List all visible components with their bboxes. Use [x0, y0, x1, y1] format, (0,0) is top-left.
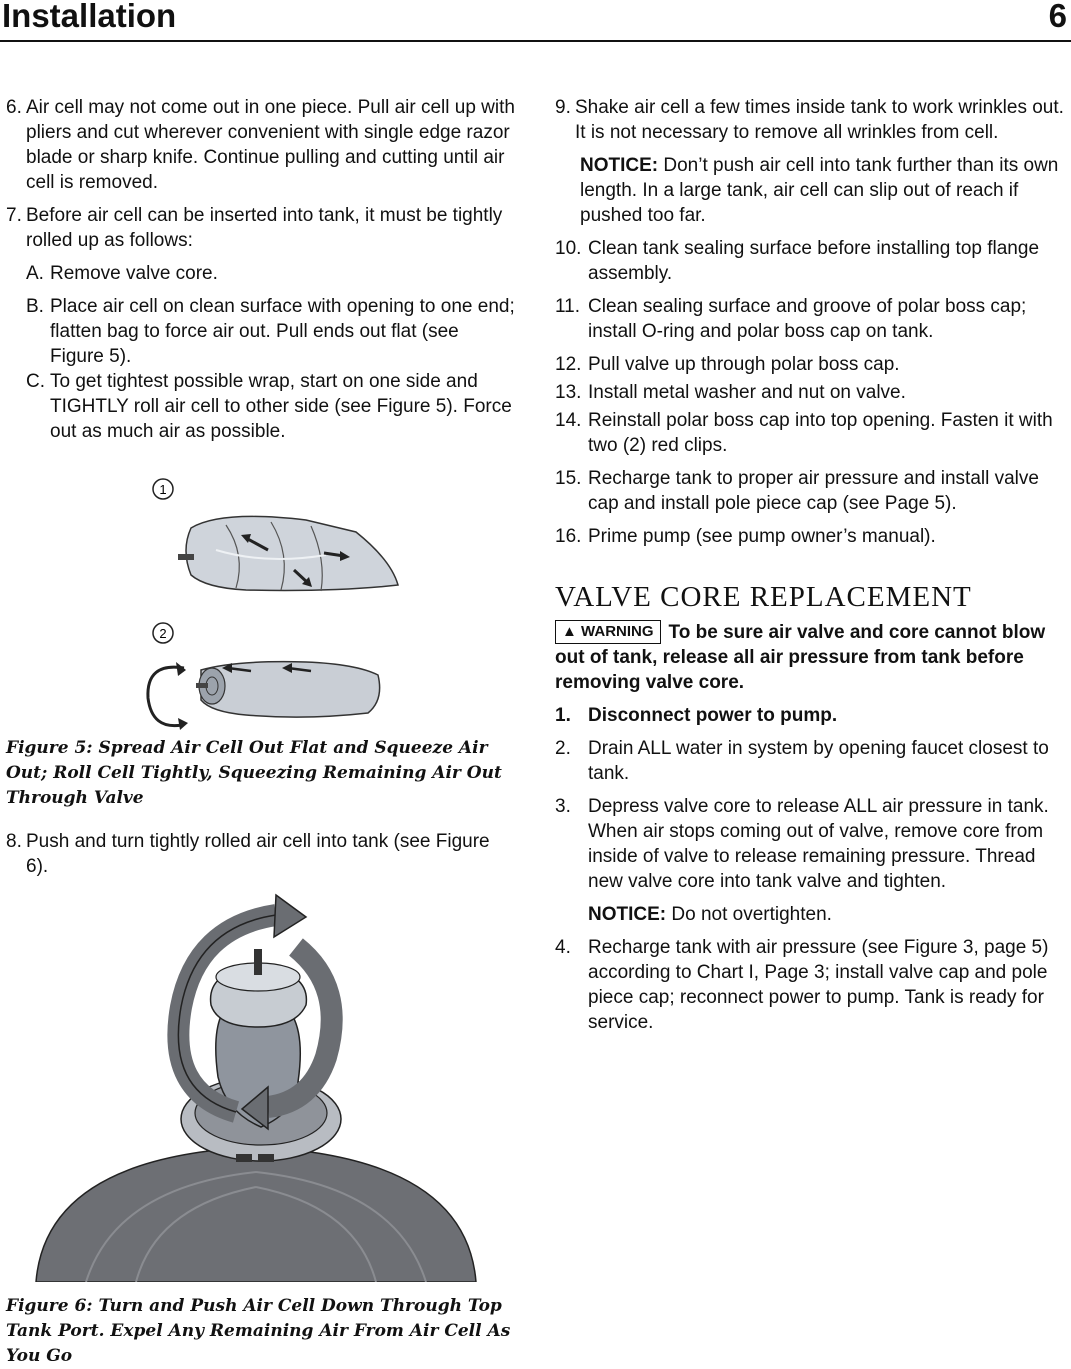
figure-6-caption: Figure 6: Turn and Push Air Cell Down Through Top Tank Port. Expel Any Remaining Air From Air Cell As You Go	[6, 1296, 511, 1366]
step-text: Depress valve core to release ALL air pressure in tank. When air stops coming out of valve, remove core from inside of valve to release remaining pressure. Thread new valve core into tank valve and tighten.	[588, 796, 1049, 892]
item-number: 12.	[555, 354, 582, 375]
step-number: 4.	[555, 937, 571, 958]
sub-item	[6, 369, 516, 444]
sub-item-letter: B.	[26, 296, 44, 317]
list-item	[555, 794, 1067, 894]
item-text: Shake air cell a few times inside tank to work wrinkles out. It is not necessary to remove all wrinkles from cell.	[575, 97, 1064, 143]
sub-item	[6, 261, 516, 286]
section-title: VALVE CORE REPLACEMENT	[555, 581, 972, 613]
item-number: 13.	[555, 382, 582, 403]
list-item	[555, 736, 1067, 786]
warning-label: WARNING	[581, 623, 654, 640]
warning-text: To be sure air valve and core cannot blow out of tank, release all air pressure from tank before removing valve core.	[555, 622, 1046, 693]
svg-text:1: 1	[159, 482, 167, 497]
sub-item-text: Place air cell on clean surface with opening to one end; flatten bag to force air out. Pull ends out flat (see Figure 5).	[50, 296, 515, 367]
list-item	[6, 95, 516, 195]
list-item	[6, 829, 516, 879]
warning-triangle-icon: ▲	[562, 623, 577, 640]
item-text: Clean tank sealing surface before installing top flange assembly.	[588, 238, 1040, 284]
list-item	[555, 236, 1067, 286]
sub-item	[6, 294, 516, 369]
figure-5-caption: Figure 5: Spread Air Cell Out Flat and Squeeze Air Out; Roll Cell Tightly, Squeezing Remaining Air Out Through Valve	[6, 738, 502, 808]
step-number: 3.	[555, 796, 571, 817]
warning-paragraph	[555, 620, 1067, 695]
item-number: 8.	[6, 831, 22, 852]
step-text: Disconnect power to pump.	[588, 705, 838, 726]
left-column	[6, 95, 516, 1369]
item-number: 11.	[555, 296, 581, 317]
notice-paragraph	[555, 153, 1067, 228]
page-title: Installation	[2, 0, 177, 34]
figure-5-marker-2	[153, 623, 173, 643]
rolled-air-cell-drawing	[148, 662, 380, 730]
list-item	[555, 95, 1067, 145]
sub-item-text: Remove valve core.	[50, 263, 218, 284]
item-number: 9.	[555, 97, 571, 118]
figure-5-marker-1	[153, 479, 173, 499]
step-number: 2.	[555, 738, 571, 759]
list-item	[555, 408, 1067, 458]
figure-6-illustration	[6, 887, 516, 1282]
notice-paragraph	[555, 902, 1067, 927]
item-text: Air cell may not come out in one piece. Pull air cell up with pliers and cut wherever convenient with single edge razor blade or sharp knife. Continue pulling and cutting until air cell is removed.	[26, 97, 515, 193]
item-number: 7.	[6, 205, 22, 226]
item-number: 16.	[555, 526, 582, 547]
list-item	[555, 935, 1067, 1035]
sub-item-letter: A.	[26, 263, 44, 284]
list-item	[555, 294, 1067, 344]
item-text: Before air cell can be inserted into tank, it must be tightly rolled up as follows:	[26, 205, 503, 251]
item-number: 14.	[555, 410, 582, 431]
page-number: 6	[1048, 0, 1067, 34]
notice-label: NOTICE:	[580, 155, 659, 176]
sub-item-text: To get tightest possible wrap, start on one side and TIGHTLY roll air cell to other side (see Figure 5). Force out as much air as possible.	[50, 371, 512, 442]
page-header	[0, 0, 1071, 42]
right-column	[555, 95, 1067, 1043]
step-text: Drain ALL water in system by opening faucet closest to tank.	[588, 738, 1049, 784]
list-item	[555, 352, 1067, 377]
notice-text: Don’t push air cell into tank further than its own length. In a large tank, air cell can slip out of reach if pushed too far.	[580, 155, 1059, 226]
figure-5-illustration	[6, 450, 516, 740]
item-text: Install metal washer and nut on valve.	[588, 382, 906, 403]
list-item	[555, 703, 1067, 728]
item-number: 6.	[6, 97, 22, 118]
svg-text:2: 2	[159, 626, 167, 641]
flat-air-cell-drawing	[178, 516, 398, 591]
list-item	[555, 466, 1067, 516]
item-text: Push and turn tightly rolled air cell into tank (see Figure 6).	[26, 831, 490, 877]
item-text: Pull valve up through polar boss cap.	[588, 354, 900, 375]
item-text: Prime pump (see pump owner’s manual).	[588, 526, 936, 547]
notice-text: Do not overtighten.	[666, 904, 832, 925]
step-text: Recharge tank with air pressure (see Figure 3, page 5) according to Chart I, Page 3; install valve cap and pole piece cap; reconnect power to pump. Tank is ready for service.	[588, 937, 1049, 1033]
item-text: Reinstall polar boss cap into top opening. Fasten it with two (2) red clips.	[588, 410, 1053, 456]
warning-badge	[555, 620, 661, 644]
item-text: Clean sealing surface and groove of polar boss cap; install O-ring and polar boss cap on tank.	[588, 296, 1027, 342]
item-number: 10.	[555, 238, 582, 259]
step-number: 1.	[555, 705, 571, 726]
item-text: Recharge tank to proper air pressure and install valve cap and install pole piece cap (see Page 5).	[588, 468, 1039, 514]
list-item	[555, 380, 1067, 405]
item-number: 15.	[555, 468, 582, 489]
list-item	[555, 524, 1067, 549]
notice-label: NOTICE:	[588, 904, 667, 925]
sub-item-letter: C.	[26, 371, 45, 392]
list-item	[6, 203, 516, 253]
